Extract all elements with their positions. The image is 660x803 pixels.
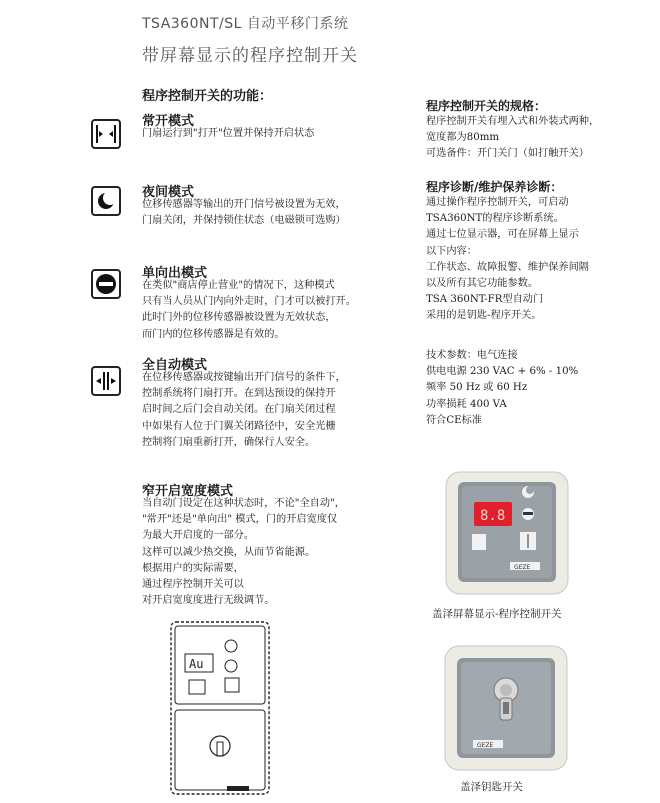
desc-line: 以及所有其它功能参数。 [426, 278, 539, 290]
desc-line: 在位移传感器或按键输出开门信号的条件下， [142, 372, 346, 383]
diagnosis-title: 程序诊断/维护保养诊断： [426, 180, 563, 194]
desc-line: 门扇关闭，并保持锁住状态（电磁锁可选购） [142, 215, 346, 227]
key-switch-caption: 盖泽钥匙开关 [460, 781, 523, 793]
desc-line: 控制将门扇重新打开，确保行人安全。 [142, 436, 316, 448]
tech-params [426, 348, 578, 429]
page-subtitle: 带屏幕显示的程序控制开关 [142, 46, 358, 66]
drawing-readout: Au [189, 657, 204, 671]
key-switch-photo [443, 644, 569, 776]
mode-desc-night [142, 197, 346, 229]
mode-desc-narrow [142, 496, 345, 609]
open-arrows-icon [91, 119, 121, 149]
desc-line: 供电电源 230 VAC + 6% - 10% [426, 366, 579, 378]
desc-line: 通过七位显示器，可在屏幕上显示 [426, 229, 579, 241]
no-entry-icon [91, 269, 121, 299]
diagnosis-desc [426, 195, 589, 325]
desc-line: 通过操作程序控制开关，可启动 [426, 197, 569, 208]
desc-line: 为最大开启度的一部分。 [142, 530, 255, 542]
desc-line: 通过程序控制开关可以 [142, 579, 244, 591]
desc-line: 而门内的位移传感器是有效的。 [142, 328, 285, 340]
mode-title-narrow: 窄开启宽度模式 [142, 484, 234, 499]
desc-line: 此时门外的位移传感器被设置为无效状态， [142, 312, 336, 324]
product-line: TSA360NT/SL 自动平移门系统 [142, 16, 349, 32]
desc-line: 根据用户的实际需要， [142, 562, 244, 574]
desc-line: TSA 360NT-FR型自动门 [426, 294, 544, 306]
mode-desc-exit [142, 278, 356, 343]
section-title: 程序控制开关的功能： [142, 89, 273, 104]
mode-title-open: 常开模式 [142, 114, 195, 129]
desc-line: 门扇运行到"打开"位置并保持开启状态 [142, 128, 315, 139]
desc-line: 采用的是钥匙-程序开关。 [426, 310, 542, 322]
desc-line: "常开"还是"单向出" 模式，门的开启宽度仅 [142, 514, 338, 526]
switch-line-drawing [165, 618, 275, 802]
desc-line: 技术参数：电气连接 [426, 350, 518, 361]
desc-line: 中如果有人位于门翼关闭路径中，安全光栅 [142, 420, 336, 432]
auto-arrows-icon [91, 366, 121, 396]
desc-line: 工作状态、故障报警、维护保养间隔 [426, 261, 589, 273]
desc-line: 只有当人员从门内向外走时，门才可以被打开。 [142, 296, 356, 308]
desc-line: 宽度都为80mm [426, 132, 500, 144]
mode-title-exit: 单向出模式 [142, 266, 208, 281]
desc-line: TSA360NT的程序诊断系统。 [426, 213, 564, 225]
display-brand: GEZE [514, 564, 531, 571]
desc-line: 控制系统将门扇打开。在到达预设的保持开 [142, 388, 336, 400]
desc-line: 功率损耗 400 VA [426, 398, 507, 410]
desc-line: 以下内容： [426, 245, 477, 257]
mode-desc-open [142, 126, 314, 142]
display-readout: 8.8 [480, 508, 506, 524]
desc-line: 在类似"商店停止营业"的情况下，这种模式 [142, 280, 335, 291]
mode-desc-auto [142, 370, 346, 451]
mode-title-auto: 全自动模式 [142, 358, 208, 373]
key-brand: GEZE [477, 742, 494, 749]
desc-line: 符合CE标准 [426, 414, 482, 426]
display-switch-caption: 盖泽屏幕显示-程序控制开关 [432, 608, 562, 620]
desc-line: 当自动门设定在这种状态时，不论"全自动"， [142, 498, 345, 509]
desc-line: 位移传感器等输出的开门信号被设置为无效， [142, 199, 346, 210]
desc-line: 可选备件：开门关门（如打触开关） [426, 148, 589, 160]
desc-line: 这样可以减少热交换，从而节省能源。 [142, 546, 316, 558]
display-switch-photo [444, 470, 570, 600]
specs-desc [426, 114, 599, 163]
mode-title-night: 夜间模式 [142, 185, 195, 200]
desc-line: 频率 50 Hz 或 60 Hz [426, 382, 528, 394]
desc-line: 程序控制开关有埋入式和外装式两种， [426, 116, 600, 127]
desc-line: 对开启宽度度进行无级调节。 [142, 595, 275, 607]
desc-line: 启时间之后门会自动关闭。在门扇关闭过程 [142, 404, 336, 416]
moon-icon [91, 186, 121, 216]
specs-title: 程序控制开关的规格： [426, 99, 547, 113]
